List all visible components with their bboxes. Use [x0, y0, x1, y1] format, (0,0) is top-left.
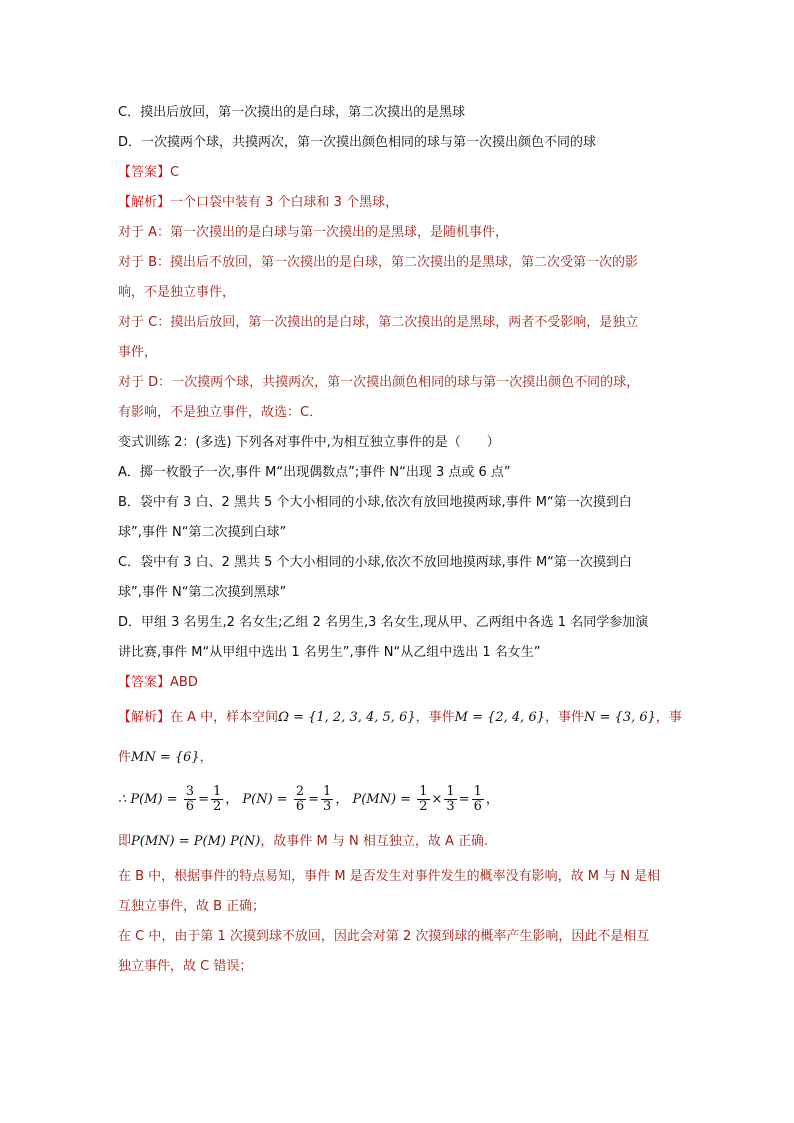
- numerator: 1: [419, 784, 428, 799]
- analysis-tag: 【解析】: [118, 195, 171, 210]
- answer-1: [118, 158, 678, 188]
- analysis-text: 件: [118, 750, 132, 765]
- fraction: [444, 785, 456, 814]
- numerator: 1: [446, 784, 455, 799]
- fraction: [294, 785, 306, 814]
- sample-space-formula: Ω = {1, 2, 3, 4, 5, 6}: [278, 710, 416, 725]
- numerator: 1: [323, 784, 332, 799]
- pmn-lhs: P(MN) =: [352, 792, 412, 807]
- denominator: 6: [295, 799, 305, 814]
- denominator: 6: [473, 799, 482, 814]
- numerator: 3: [185, 784, 195, 799]
- q2-option-b-1: B．袋中有 3 白、2 黑共 5 个大小相同的小球,依次有放回地摸两球,事件 M“第一次摸到白: [118, 495, 632, 510]
- denominator: 2: [212, 799, 222, 814]
- answer-value: ABD: [170, 675, 198, 690]
- analysis-1-intro: [118, 188, 678, 218]
- analysis-text: 在 A 中，样本空间: [170, 710, 279, 725]
- analysis-a: 对于 A：第一次摸出的是白球与第一次摸出的是黑球，是随机事件，: [118, 225, 509, 240]
- analysis-text: ，事: [655, 710, 682, 725]
- analysis-text: ，: [199, 750, 213, 765]
- fraction: [417, 785, 429, 814]
- analysis-b-text-1: 在 B 中，根据事件的特点易知，事件 M 是否发生对事件发生的概率没有影响，故 M 与 N 是相: [118, 869, 661, 884]
- answer-tag: 【答案】: [118, 675, 171, 690]
- event-n-formula: N = {3, 6}: [584, 710, 656, 725]
- numerator: 2: [295, 784, 305, 799]
- probability-line: [118, 778, 678, 822]
- fraction: [472, 785, 484, 814]
- analysis-b-1: 对于 B：摸出后不放回，第一次摸出的是白球，第二次摸出的是黑球，第二次受第一次的影: [118, 255, 639, 270]
- event-m-formula: M = {2, 4, 6}: [454, 710, 545, 725]
- analysis-c-text-2: 独立事件，故 C 错误；: [118, 959, 253, 974]
- analysis-2-line-1: [118, 698, 682, 738]
- denominator: 2: [419, 799, 428, 814]
- analysis-text: ，事件: [415, 710, 455, 725]
- analysis-d-2: 有影响，不是独立事件，故选：C．: [118, 405, 323, 420]
- analysis-text: 即: [118, 834, 132, 849]
- q2-option-c-2: 球”,事件 N“第二次摸到黑球”: [118, 585, 287, 600]
- numerator: 1: [473, 784, 482, 799]
- pn-lhs: P(N) =: [242, 792, 288, 807]
- independence-line: [118, 822, 678, 862]
- q2-option-c-1: C．袋中有 3 白、2 黑共 5 个大小相同的小球,依次不放回地摸两球,事件 M“第一次摸到白: [118, 555, 632, 570]
- q2-option-d-1: D．甲组 3 名男生,2 名女生;乙组 2 名男生,3 名女生,现从甲、乙两组中各选 1 名同学参加演: [118, 615, 649, 630]
- analysis-c-1: 对于 C：摸出后放回，第一次摸出的是白球，第二次摸出的是黑球，两者不受影响，是独立: [118, 315, 639, 330]
- analysis-b-2: 响，不是独立事件，: [118, 285, 236, 300]
- option-d-line: D．一次摸两个球，共摸两次，第一次摸出颜色相同的球与第一次摸出颜色不同的球: [118, 135, 597, 150]
- equals: =: [458, 792, 470, 807]
- fraction: [211, 785, 223, 814]
- fraction: [184, 785, 196, 814]
- answer-2: [118, 668, 678, 698]
- answer-value: C: [170, 165, 180, 180]
- analysis-c-2: 事件，: [118, 345, 158, 360]
- separator: ，: [485, 792, 499, 807]
- numerator: 1: [212, 784, 222, 799]
- analysis-text: 一个口袋中装有 3 个白球和 3 个黑球，: [170, 195, 399, 210]
- analysis-b-text-2: 互独立事件，故 B 正确；: [118, 899, 266, 914]
- fraction: [321, 785, 333, 814]
- document-page: [118, 98, 682, 982]
- answer-tag: 【答案】: [118, 165, 171, 180]
- question-2: 变式训练 2：(多选) 下列各对事件中,为相互独立事件的是（ ）: [118, 435, 500, 450]
- denominator: 6: [185, 799, 195, 814]
- analysis-c-text-1: 在 C 中，由于第 1 次摸到球不放回，因此会对第 2 次摸到球的概率产生影响，因此不是相互: [118, 929, 650, 944]
- q2-option-a: A．掷一枚骰子一次,事件 M“出现偶数点”;事件 N“出现 3 点或 6 点”: [118, 465, 511, 480]
- equals: =: [198, 792, 209, 807]
- independence-formula: P(MN) = P(M) P(N): [131, 834, 261, 849]
- q2-option-b-2: 球”,事件 N“第二次摸到白球”: [118, 525, 287, 540]
- q2-option-d-2: 讲比赛,事件 M“从甲组中选出 1 名男生”,事件 N“从乙组中选出 1 名女生”: [118, 645, 541, 660]
- analysis-text: ，故事件 M 与 N 相互独立，故 A 正确.: [260, 834, 489, 849]
- times: ×: [431, 792, 443, 807]
- pm-lhs: ∴ P(M) =: [118, 792, 178, 807]
- option-c-line: C．摸出后放回，第一次摸出的是白球，第二次摸出的是黑球: [118, 105, 466, 120]
- analysis-tag: 【解析】: [118, 710, 171, 725]
- denominator: 3: [323, 799, 332, 814]
- event-mn-formula: MN = {6}: [131, 750, 200, 765]
- separator: ，: [225, 792, 239, 807]
- equals: =: [308, 792, 320, 807]
- analysis-text: ，事件: [545, 710, 585, 725]
- denominator: 3: [446, 799, 455, 814]
- analysis-2-line-2: [118, 738, 678, 778]
- analysis-d-1: 对于 D：一次摸两个球，共摸两次，第一次摸出颜色相同的球与第一次摸出颜色不同的球，: [118, 375, 640, 390]
- separator: ，: [335, 792, 349, 807]
